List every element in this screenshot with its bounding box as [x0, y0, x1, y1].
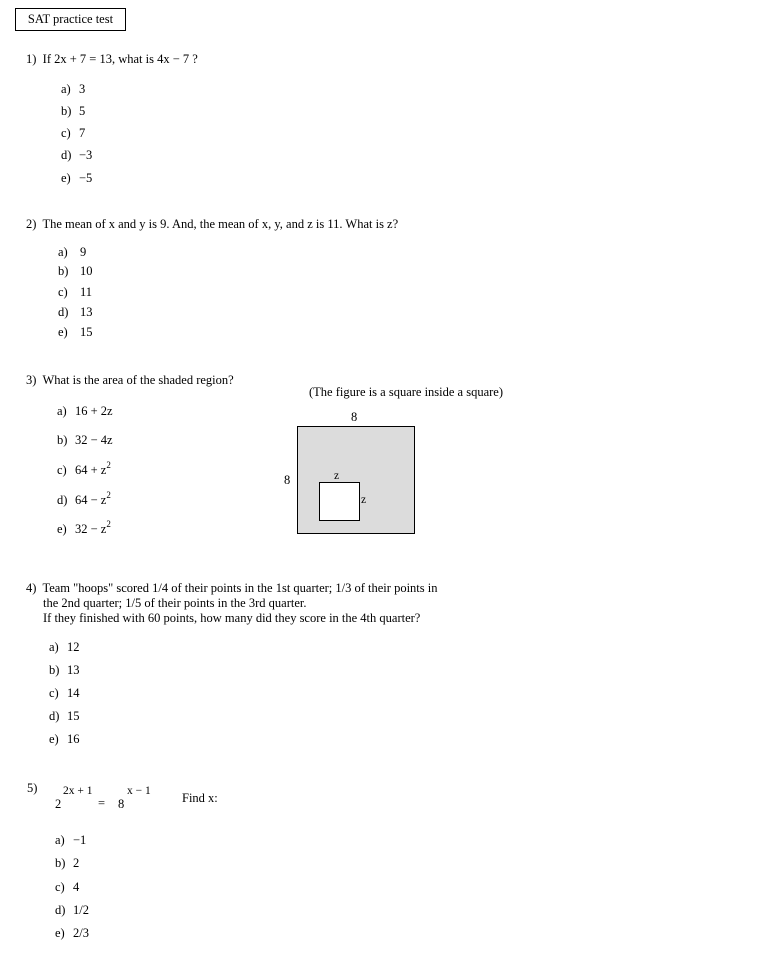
equation-exponent-1: 2x + 1: [63, 785, 93, 797]
option-value: 32 − z: [75, 522, 107, 536]
answer-option[interactable]: [57, 460, 111, 477]
answer-option[interactable]: [61, 83, 85, 96]
option-label: b): [58, 264, 69, 278]
option-exponent: 2: [106, 519, 111, 529]
option-label: b): [57, 433, 68, 447]
option-label: d): [55, 903, 66, 917]
answer-option[interactable]: [49, 733, 80, 746]
answer-option[interactable]: [55, 834, 86, 847]
option-value: 10: [80, 264, 93, 278]
question-1-stem: [26, 53, 198, 66]
option-value: 4: [73, 880, 80, 894]
answer-option[interactable]: [57, 519, 111, 536]
figure-label-left: 8: [284, 473, 291, 487]
option-label: c): [49, 686, 59, 700]
question-text: What is the area of the shaded region?: [42, 373, 234, 387]
option-value: 11: [80, 285, 93, 299]
answer-option[interactable]: [61, 127, 85, 140]
option-label: c): [61, 126, 71, 140]
question-2-stem: [26, 218, 398, 231]
answer-option[interactable]: [61, 149, 92, 162]
answer-option[interactable]: [49, 664, 80, 677]
answer-option[interactable]: [55, 927, 89, 940]
option-value: 3: [79, 82, 86, 96]
option-label: b): [55, 856, 66, 870]
option-label: b): [49, 663, 60, 677]
answer-option[interactable]: [61, 172, 92, 185]
question-4-stem-line3: If they finished with 60 points, how many did they score in the 4th quarter?: [43, 611, 421, 625]
option-label: d): [49, 709, 60, 723]
option-value: 15: [80, 325, 93, 339]
equation-exponent-2: x − 1: [127, 785, 151, 797]
question-number: 5): [27, 781, 38, 795]
option-exponent: 2: [106, 460, 111, 470]
answer-option[interactable]: [58, 286, 92, 299]
answer-option[interactable]: [55, 881, 79, 894]
option-label: b): [61, 104, 72, 118]
option-exponent: 2: [106, 490, 111, 500]
option-label: e): [61, 171, 71, 185]
option-value: 2/3: [73, 926, 89, 940]
option-label: d): [58, 305, 69, 319]
question-number: 4): [26, 581, 37, 595]
question-4-stem-line1: [26, 582, 437, 595]
answer-option[interactable]: [61, 105, 85, 118]
equation-equals: =: [98, 796, 106, 810]
question-prompt: Find x:: [182, 791, 218, 805]
option-value: −1: [73, 833, 87, 847]
question-number: 1): [26, 52, 37, 66]
figure-label-inner-top: z: [334, 470, 340, 482]
answer-option[interactable]: [49, 687, 80, 700]
option-label: e): [58, 325, 68, 339]
option-label: a): [55, 833, 65, 847]
option-label: a): [49, 640, 59, 654]
option-label: c): [58, 285, 68, 299]
option-value: 15: [67, 709, 80, 723]
answer-option[interactable]: [58, 265, 93, 278]
option-value: 64 + z: [75, 463, 107, 477]
option-value: 1/2: [73, 903, 89, 917]
equation-base-1: 2: [55, 797, 62, 811]
answer-option[interactable]: [57, 405, 113, 418]
option-label: d): [57, 493, 68, 507]
answer-option[interactable]: [55, 904, 89, 917]
option-label: e): [55, 926, 65, 940]
option-label: a): [58, 245, 68, 259]
question-text: Team "hoops" scored 1/4 of their points in the 1st quarter; 1/3 of their points in: [42, 581, 438, 595]
option-value: 32 − 4z: [75, 433, 113, 447]
figure-label-inner-right: z: [361, 494, 367, 506]
answer-option[interactable]: [58, 326, 93, 339]
option-label: c): [55, 880, 65, 894]
question-text: The mean of x and y is 9. And, the mean of x, y, and z is 11. What is z?: [42, 217, 399, 231]
option-value: 64 − z: [75, 493, 107, 507]
option-label: e): [49, 732, 59, 746]
option-value: −3: [79, 148, 93, 162]
answer-option[interactable]: [49, 641, 80, 654]
page-title-text: SAT practice test: [27, 12, 114, 26]
question-number: 3): [26, 373, 37, 387]
inner-square: [319, 482, 360, 521]
option-label: a): [61, 82, 71, 96]
page-title: [15, 8, 126, 31]
option-label: a): [57, 404, 67, 418]
option-value: 9: [80, 245, 87, 259]
option-value: −5: [79, 171, 93, 185]
option-value: 13: [67, 663, 80, 677]
answer-option[interactable]: [57, 434, 113, 447]
figure-caption: (The figure is a square inside a square): [309, 385, 504, 399]
option-value: 14: [67, 686, 80, 700]
option-label: c): [57, 463, 67, 477]
option-value: 7: [79, 126, 86, 140]
answer-option[interactable]: [57, 490, 111, 507]
question-number: 2): [26, 217, 37, 231]
equation-base-2: 8: [118, 797, 125, 811]
answer-option[interactable]: [58, 306, 93, 319]
option-value: 12: [67, 640, 80, 654]
figure-label-top: 8: [351, 410, 358, 424]
answer-option[interactable]: [49, 710, 80, 723]
option-value: 16 + 2z: [75, 404, 113, 418]
option-label: d): [61, 148, 72, 162]
question-text: If 2x + 7 = 13, what is 4x − 7 ?: [42, 52, 198, 66]
answer-option[interactable]: [58, 246, 86, 259]
answer-option[interactable]: [55, 857, 79, 870]
question-3-stem: [26, 374, 234, 387]
option-value: 16: [67, 732, 80, 746]
option-value: 5: [79, 104, 86, 118]
option-value: 13: [80, 305, 93, 319]
option-label: e): [57, 522, 67, 536]
option-value: 2: [73, 856, 80, 870]
question-4-stem-line2: the 2nd quarter; 1/5 of their points in the 3rd quarter.: [43, 596, 307, 610]
